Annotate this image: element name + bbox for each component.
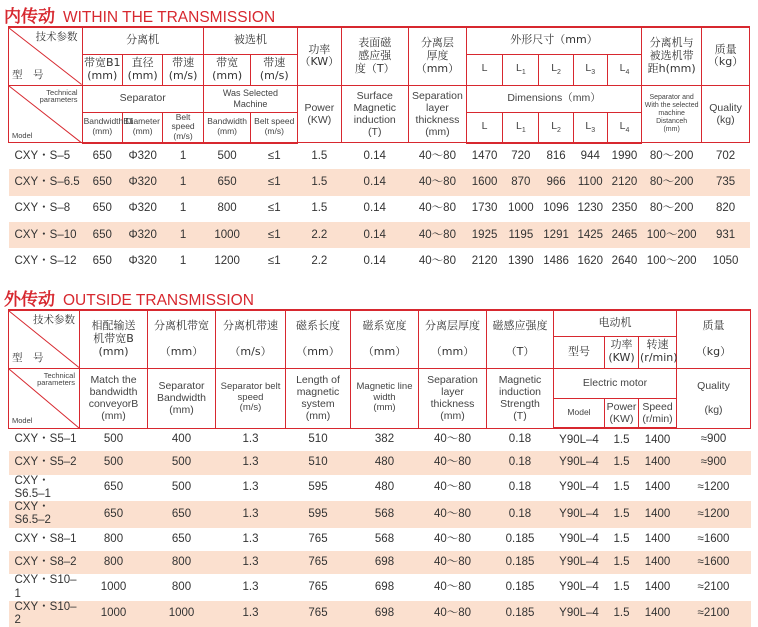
- outside-table-cell: 1.3: [242, 481, 259, 494]
- outside-h-mag-len-cn: 磁系长度 （mm）: [286, 310, 351, 368]
- outside-table-cell: 40～80: [433, 581, 472, 594]
- outside-table-cell: 765: [286, 601, 351, 627]
- outside-h-sep-width-en: Separator Bandwidth (mm): [148, 368, 216, 428]
- outside-h-thickness-cn: 分离层厚度 （mm）: [419, 310, 487, 368]
- outside-table-cell: 765: [286, 551, 351, 574]
- outside-table-cell: ≈900: [677, 451, 751, 474]
- outside-table-cell: 1.5: [605, 551, 639, 574]
- inside-table-cell: ≤1: [267, 254, 281, 267]
- inside-h-magnetic-en: Surface Magnetic induction (T): [341, 85, 408, 143]
- outside-table-cell: 510: [286, 451, 351, 474]
- inside-spec-table: [8, 26, 750, 275]
- outside-table-cell: 1400: [639, 601, 677, 627]
- outside-table-cell: ≈900: [700, 433, 727, 446]
- outside-h-sep-width-cn: 分离机带宽 （mm）: [148, 310, 216, 368]
- outside-table-cell: 650: [171, 532, 192, 545]
- outside-title-en: OUTSIDE TRANSMISSION: [63, 292, 254, 309]
- inside-h-selected-cn: 被选机: [203, 27, 297, 54]
- outside-table-cell: 1.3: [216, 601, 286, 627]
- outside-table-cell: Y90L–4: [554, 501, 605, 527]
- inside-h-dimensions-cn: 外形尺寸（mm）: [466, 27, 641, 54]
- inside-h-separator-en: Separator: [82, 85, 203, 112]
- outside-table-cell: 1.3: [242, 433, 259, 446]
- outside-h-speed-cn: 转速 (r/min): [639, 336, 677, 368]
- inside-table-cell: ≤1: [251, 222, 298, 248]
- inside-table-cell: Φ320: [128, 149, 157, 162]
- inside-table-cell: 1730: [471, 202, 498, 215]
- outside-table-cell: 0.185: [487, 551, 554, 574]
- inside-table-cell: Φ320: [128, 202, 157, 215]
- outside-table-row: [9, 451, 751, 474]
- inside-table-cell: CXY・S–12: [14, 254, 77, 267]
- inside-table-cell: 0.14: [363, 254, 386, 267]
- inside-table-cell: 650: [203, 169, 251, 195]
- outside-table-cell: 1.3: [242, 532, 259, 545]
- inside-table-cell: CXY・S–8: [14, 202, 71, 215]
- outside-table-cell: 595: [286, 501, 351, 527]
- inside-table-body: [9, 143, 750, 275]
- outside-table-cell: 568: [351, 501, 419, 527]
- inside-h-sbelt-cn: 带速 (m/s): [251, 54, 298, 85]
- inside-table-cell: 2640: [611, 254, 638, 267]
- outside-table-cell: 40～80: [433, 433, 472, 446]
- inside-table-cell: 1925: [466, 222, 502, 248]
- inside-table-cell: 1600: [466, 169, 502, 195]
- outside-table-cell: 0.18: [487, 451, 554, 474]
- inside-table-cell: ≤1: [267, 202, 281, 215]
- inside-table-cell: 702: [716, 149, 736, 162]
- outside-h-induction-cn: 磁感应强度 （T）: [487, 310, 554, 368]
- outside-table-cell: Y90L–4: [554, 451, 605, 474]
- inside-table-cell: 1990: [611, 149, 638, 162]
- outside-table-cell: ≈2100: [697, 581, 730, 594]
- outside-table-row: [9, 601, 751, 627]
- outside-h-model-en: Model: [554, 398, 605, 428]
- inside-table-row: [9, 196, 750, 222]
- inside-h-thickness-cn: 分离层 厚度 （mm）: [408, 27, 466, 85]
- outside-table-row: [9, 475, 751, 501]
- inside-h-dia-en: Diameter (mm): [122, 112, 162, 143]
- inside-title-en: WITHIN THE TRANSMISSION: [63, 9, 276, 26]
- outside-table-cell: Y90L–4: [559, 481, 599, 494]
- inside-table-cell: CXY・S–6.5: [9, 169, 83, 195]
- inside-table-cell: 820: [716, 202, 736, 215]
- inside-table-cell: 1096: [543, 202, 569, 215]
- outside-table-cell: 1.5: [613, 481, 630, 494]
- outside-table-cell: 698: [351, 601, 419, 627]
- inside-table-cell: 1470: [471, 149, 498, 162]
- inside-h-power-cn: 功率 （KW）: [298, 27, 342, 85]
- outside-diag-en-b: Model: [12, 416, 33, 425]
- inside-table-cell: 1486: [543, 254, 569, 267]
- outside-table-cell: 500: [80, 451, 148, 474]
- inside-table-cell: ≤1: [267, 149, 281, 162]
- inside-h-magnetic-cn: 表面磁 感应强 度（T）: [341, 27, 408, 85]
- outside-h-motor-en: Electric motor: [554, 368, 677, 398]
- inside-table-cell: 650: [92, 202, 112, 215]
- outside-table-cell: 1400: [639, 501, 677, 527]
- inside-table-row: [9, 143, 750, 169]
- outside-table-cell: CXY・S8–1: [14, 532, 77, 545]
- inside-table-cell: 80～200: [649, 149, 694, 162]
- inside-table-cell: 0.14: [341, 222, 408, 248]
- outside-table-cell: 1400: [639, 451, 677, 474]
- outside-table-cell: ≈1200: [697, 481, 730, 494]
- outside-table-cell: 568: [374, 532, 395, 545]
- inside-table-cell: CXY・S–10: [9, 222, 83, 248]
- outside-h-conveyor-cn: 相配输送 机带宽B (mm): [80, 310, 148, 368]
- inside-table-cell: 1230: [577, 202, 604, 215]
- outside-table-cell: 500: [171, 481, 192, 494]
- outside-table-cell: 40～80: [419, 501, 487, 527]
- outside-h-quality-en: Quality (kg): [677, 368, 751, 428]
- outside-table-cell: 1.5: [605, 501, 639, 527]
- outside-table-cell: 765: [308, 532, 328, 545]
- inside-h-sbw-en: Bandwidth (mm): [203, 112, 251, 143]
- outside-table-cell: 0.18: [508, 433, 532, 446]
- outside-diag-en: [9, 368, 80, 428]
- inside-table-cell: ≤1: [251, 169, 298, 195]
- outside-table-cell: 400: [171, 433, 192, 446]
- inside-h-separator-cn: 分离机: [82, 27, 203, 54]
- outside-table-cell: CXY・S10–2: [9, 601, 80, 627]
- outside-table-cell: 0.185: [505, 581, 535, 594]
- outside-table-cell: 765: [308, 581, 328, 594]
- inside-table-cell: Φ320: [122, 169, 162, 195]
- inside-diag-en: [9, 85, 83, 143]
- outside-table-cell: 480: [351, 451, 419, 474]
- outside-table-cell: ≈1600: [677, 551, 751, 574]
- outside-table-cell: 1400: [644, 481, 671, 494]
- outside-table-cell: CXY・S5–1: [14, 433, 77, 446]
- outside-table-cell: 0.185: [505, 532, 535, 545]
- inside-table-cell: 1200: [214, 254, 240, 267]
- inside-h-quality-cn: 质量 （kg）: [702, 27, 750, 85]
- outside-diag-cn-a: 技术参数: [33, 314, 75, 326]
- inside-h-power-en: Power (KW): [298, 85, 342, 143]
- inside-table-cell: 500: [217, 149, 237, 162]
- outside-h-sep-speed-cn: 分离机带速 （m/s）: [216, 310, 286, 368]
- outside-table-cell: 1.3: [242, 581, 259, 594]
- inside-diag-cn: [9, 27, 83, 85]
- inside-table-cell: 2120: [471, 254, 498, 267]
- outside-table-cell: 1400: [644, 433, 671, 446]
- inside-h-distance-cn: 分离机与 被选机带 距h(mm): [642, 27, 702, 85]
- inside-table-cell: 1: [179, 254, 187, 267]
- inside-table-cell: 80～200: [649, 202, 694, 215]
- outside-table-cell: Y90L–4: [559, 433, 599, 446]
- inside-h-quality-en: Quality (kg): [702, 85, 750, 143]
- outside-table-cell: CXY・S10–1: [14, 574, 77, 600]
- outside-diag-cn-b: 型 号: [12, 352, 44, 365]
- inside-table-cell: 650: [92, 254, 112, 267]
- outside-h-power-en: Power (KW): [605, 398, 639, 428]
- inside-table-cell: 1425: [573, 222, 607, 248]
- outside-table-cell: CXY・S5–2: [9, 451, 80, 474]
- inside-diag-en-b: Model: [12, 130, 33, 140]
- outside-table-cell: 1.5: [605, 601, 639, 627]
- outside-table-cell: 40～80: [433, 481, 472, 494]
- outside-table-cell: 800: [103, 532, 124, 545]
- inside-table-cell: 1291: [539, 222, 573, 248]
- inside-h-thickness-en: Separation layer thickness (mm): [408, 85, 466, 143]
- outside-h-conveyor-en: Match the bandwidth conveyorB (mm): [80, 368, 148, 428]
- outside-table-body: [9, 428, 751, 627]
- inside-table-cell: 40～80: [418, 254, 456, 267]
- outside-title-cn: 外传动: [4, 290, 55, 310]
- outside-h-speed-en: Speed (r/min): [639, 398, 677, 428]
- outside-table-cell: CXY・S8–2: [9, 551, 80, 574]
- inside-table-cell: 1.5: [311, 149, 328, 162]
- outside-table-cell: 650: [80, 501, 148, 527]
- inside-table-cell: 2465: [607, 222, 641, 248]
- inside-h-bw-cn: 带宽B1 (mm): [82, 54, 122, 85]
- outside-table-cell: 1.5: [613, 581, 630, 594]
- inside-table-cell: 1390: [508, 254, 534, 267]
- outside-table-cell: 1.5: [613, 532, 630, 545]
- outside-table-row: [9, 428, 751, 451]
- outside-table-cell: 650: [103, 481, 124, 494]
- inside-dim-l4: $L_4$: [607, 54, 641, 85]
- outside-table-cell: Y90L–4: [559, 532, 599, 545]
- inside-diag-en-a: Technical parameters: [39, 87, 78, 104]
- inside-table-cell: 100～200: [646, 254, 697, 267]
- inside-table-cell: 650: [82, 169, 122, 195]
- outside-table-cell: 698: [351, 551, 419, 574]
- inside-table-cell: 40～80: [418, 149, 456, 162]
- outside-table-cell: 500: [148, 451, 216, 474]
- outside-table-cell: 0.185: [487, 601, 554, 627]
- outside-h-model-cn: 型号: [554, 336, 605, 368]
- outside-table-cell: 698: [374, 581, 395, 594]
- outside-table-cell: 1400: [639, 551, 677, 574]
- outside-table-cell: 800: [80, 551, 148, 574]
- inside-table-cell: 870: [503, 169, 539, 195]
- inside-table-cell: 816: [546, 149, 566, 162]
- inside-table-cell: 1: [179, 202, 187, 215]
- inside-h-bw-en: BandwidthB1 (mm): [82, 112, 122, 143]
- inside-dim-l3-en: $L_3$: [573, 112, 607, 143]
- outside-table-cell: 40～80: [419, 551, 487, 574]
- inside-dim-l1-en: $L_1$: [503, 112, 539, 143]
- outside-h-mag-width-cn: 磁系宽度 （mm）: [351, 310, 419, 368]
- outside-table-row: [9, 551, 751, 574]
- inside-section-title: [4, 2, 275, 27]
- outside-table-cell: CXY・S6.5–1: [14, 474, 51, 500]
- outside-spec-table: [8, 309, 751, 627]
- outside-h-motor-cn: 电动机: [554, 310, 677, 336]
- outside-table-cell: 1000: [100, 581, 127, 594]
- inside-h-selected-en: Was Selected Machine: [203, 85, 297, 112]
- inside-h-belt-en: Belt speed (m/s): [163, 112, 203, 143]
- outside-diag-cn: [9, 310, 80, 368]
- outside-table-cell: 1.3: [216, 451, 286, 474]
- outside-table-cell: 650: [148, 501, 216, 527]
- inside-table-cell: 966: [539, 169, 573, 195]
- outside-table-cell: 40～80: [419, 601, 487, 627]
- outside-table-cell: 0.18: [508, 481, 532, 494]
- inside-diag-cn-a: 技术参数: [35, 31, 78, 43]
- inside-dim-l3: $L_3$: [573, 54, 607, 85]
- inside-table-cell: 1: [163, 222, 203, 248]
- inside-table-cell: 735: [702, 169, 750, 195]
- inside-table-cell: 800: [217, 202, 237, 215]
- outside-section-title: [4, 285, 254, 310]
- outside-table-cell: 480: [374, 481, 395, 494]
- outside-table-cell: 1.5: [605, 451, 639, 474]
- outside-h-thickness-en: Separation layer thickness (mm): [419, 368, 487, 428]
- inside-table-row: [9, 248, 750, 274]
- inside-table-cell: 650: [92, 149, 112, 162]
- outside-h-mag-len-en: Length of magnetic system (mm): [286, 368, 351, 428]
- inside-dim-l4-en: $L_4$: [607, 112, 641, 143]
- outside-table-cell: 1000: [148, 601, 216, 627]
- outside-table-cell: 1.5: [613, 433, 630, 446]
- inside-h-sbelt-en: Belt speed (m/s): [251, 112, 298, 143]
- outside-table-cell: CXY・S6.5–2: [9, 501, 80, 527]
- outside-table-cell: 510: [308, 433, 328, 446]
- inside-table-cell: 931: [702, 222, 750, 248]
- inside-table-cell: 0.14: [363, 202, 386, 215]
- outside-h-mag-width-en: Magnetic line width (mm): [351, 368, 419, 428]
- inside-table-row: [9, 169, 750, 195]
- outside-table-cell: Y90L–4: [554, 551, 605, 574]
- outside-table-cell: 40～80: [433, 532, 472, 545]
- inside-h-distance-en: Separator and With the selected machine Distanceh (mm): [642, 85, 702, 143]
- inside-table-cell: 1: [179, 149, 187, 162]
- outside-table-cell: 0.18: [487, 501, 554, 527]
- inside-dim-l1: $L_1$: [503, 54, 539, 85]
- inside-table-cell: 944: [580, 149, 600, 162]
- inside-dim-l: L: [466, 54, 502, 85]
- inside-table-cell: 1000: [203, 222, 251, 248]
- outside-h-induction-en: Magnetic induction Strength (T): [487, 368, 554, 428]
- inside-h-dia-cn: 直径 (mm): [122, 54, 162, 85]
- inside-table-cell: 0.14: [363, 149, 386, 162]
- inside-table-cell: 100～200: [642, 222, 702, 248]
- inside-table-cell: 720: [511, 149, 531, 162]
- outside-table-cell: ≈1600: [697, 532, 730, 545]
- outside-table-row: [9, 528, 751, 551]
- inside-table-cell: 1.5: [298, 169, 342, 195]
- inside-h-belt-cn: 带速 (m/s): [163, 54, 203, 85]
- outside-table-cell: Y90L–4: [554, 601, 605, 627]
- outside-table-cell: ≈2100: [677, 601, 751, 627]
- inside-h-dimensions-en: Dimensions（mm）: [466, 85, 641, 112]
- inside-table-cell: CXY・S–5: [14, 149, 71, 162]
- outside-table-cell: 1400: [644, 532, 671, 545]
- inside-table-cell: 2350: [611, 202, 638, 215]
- outside-h-sep-speed-en: Separator belt speed (m/s): [216, 368, 286, 428]
- inside-dim-l2: $L_2$: [539, 54, 573, 85]
- inside-title-cn: 内传动: [4, 7, 55, 27]
- inside-table-cell: 1100: [573, 169, 607, 195]
- outside-diag-en-a: Technical parameters: [37, 370, 75, 387]
- outside-h-quality-cn: 质量 （kg）: [677, 310, 751, 368]
- inside-table-cell: 1050: [712, 254, 739, 267]
- inside-table-cell: 1000: [508, 202, 534, 215]
- outside-table-cell: 595: [308, 481, 328, 494]
- inside-table-cell: 1.5: [311, 202, 328, 215]
- outside-table-cell: 800: [171, 581, 192, 594]
- outside-table-cell: 40～80: [419, 451, 487, 474]
- inside-table-cell: 650: [82, 222, 122, 248]
- outside-table-row: [9, 574, 751, 600]
- outside-table-cell: 500: [103, 433, 124, 446]
- inside-dim-l2-en: $L_2$: [539, 112, 573, 143]
- inside-table-cell: 1195: [503, 222, 539, 248]
- outside-table-cell: Y90L–4: [559, 581, 599, 594]
- inside-h-sbw-cn: 带宽 (mm): [203, 54, 251, 85]
- outside-table-cell: ≈1200: [677, 501, 751, 527]
- outside-table-cell: 1.3: [216, 501, 286, 527]
- inside-table-cell: 80～200: [642, 169, 702, 195]
- inside-table-cell: 40～80: [418, 202, 456, 215]
- inside-dim-l-en: L: [466, 112, 502, 143]
- inside-table-cell: 2.2: [311, 254, 328, 267]
- inside-table-cell: 40～80: [408, 169, 466, 195]
- inside-table-cell: Φ320: [128, 254, 157, 267]
- inside-table-cell: 0.14: [341, 169, 408, 195]
- inside-table-cell: Φ320: [122, 222, 162, 248]
- inside-table-cell: 1620: [577, 254, 604, 267]
- inside-table-cell: 2120: [607, 169, 641, 195]
- outside-h-power-cn: 功率 (KW): [605, 336, 639, 368]
- inside-table-row: [9, 222, 750, 248]
- inside-diag-cn-b: 型 号: [12, 69, 44, 82]
- outside-table-cell: 1000: [80, 601, 148, 627]
- outside-table-cell: 1.3: [216, 551, 286, 574]
- outside-table-cell: 1400: [644, 581, 671, 594]
- outside-table-row: [9, 501, 751, 527]
- outside-table-cell: 382: [374, 433, 395, 446]
- inside-table-cell: 2.2: [298, 222, 342, 248]
- inside-table-cell: 1: [163, 169, 203, 195]
- outside-table-cell: 800: [148, 551, 216, 574]
- inside-table-cell: 40～80: [408, 222, 466, 248]
